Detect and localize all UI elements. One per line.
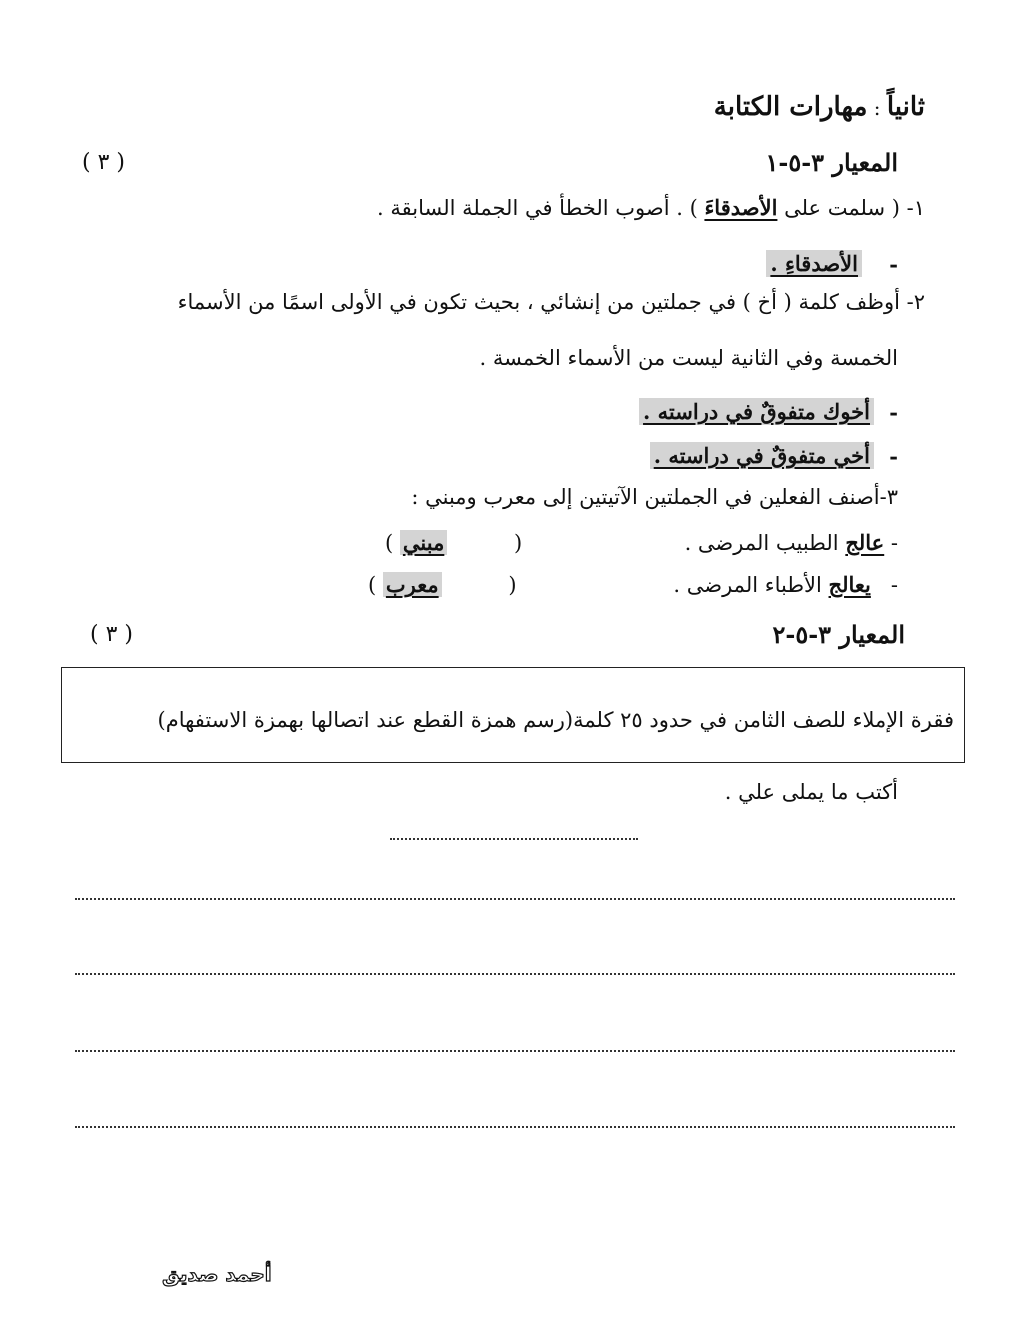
- q3-sentence-2: - يعالج الأطباء المرضى .: [673, 572, 898, 597]
- dictation-box: [61, 667, 965, 763]
- standard-2-label: المعيار ٣-٥-٢: [772, 620, 905, 649]
- dictation-box-text: فقرة الإملاء للصف الثامن في حدود ٢٥ كلمة(رسم همزة القطع عند اتصالها بهمزة الاستفهام): [157, 708, 954, 732]
- q3-class-1-answer: مبني: [400, 530, 447, 555]
- q1-prefix: ١- ( سلمت على: [777, 196, 925, 220]
- writing-line[interactable]: [75, 973, 955, 975]
- q1-suffix: ) . أصوب الخطأ في الجملة السابقة .: [377, 196, 705, 220]
- question-1: [377, 195, 925, 220]
- q2-answer-1: أخوك متفوقٌ في دراسته .: [639, 398, 874, 425]
- question-3-prompt: ٣-أصنف الفعلين في الجملتين الآتيتين إلى معرب ومبني :: [411, 485, 898, 509]
- writing-line-short[interactable]: [390, 838, 638, 840]
- q1-answer-dash: -: [889, 252, 898, 277]
- q1-answer: الأصدقاءِ .: [766, 250, 862, 277]
- author-name: أحمد صديق: [162, 1262, 272, 1286]
- section-title-rest: مهارات الكتابة: [713, 92, 868, 122]
- writing-line[interactable]: [75, 1126, 955, 1128]
- writing-line[interactable]: [75, 898, 955, 900]
- q3-sentence-1: - عالج الطبيب المرضى .: [684, 530, 898, 555]
- section-title-bold: ثانياً: [886, 92, 925, 122]
- q3-verb-1: عالج: [845, 530, 885, 555]
- q1-error-word: الأصدقاءَ: [704, 195, 778, 220]
- q3-classification-2: ( معرب ): [368, 572, 517, 597]
- q3-sentence-2-rest: الأطباء المرضى .: [673, 573, 829, 597]
- q2-answer-1-dash: -: [889, 400, 898, 425]
- question-2-line-1: ٢- أوظف كلمة ( أخ ) في جملتين من إنشائي ، بحيث تكون في الأولى اسمًا من الأسماء: [177, 290, 925, 314]
- standard-2-score: ( ٣ ): [90, 622, 133, 647]
- q3-sentence-1-rest: الطبيب المرضى .: [684, 531, 846, 555]
- section-title-sep: :: [867, 96, 887, 120]
- q3-verb-2: يعالج: [828, 572, 871, 597]
- standard-1-label: المعيار ٣-٥-١: [765, 148, 898, 177]
- q2-answer-2: أخي متفوقٌ في دراسته .: [650, 442, 874, 469]
- q3-classification-1: ( مبني ): [385, 530, 523, 555]
- dictation-prompt: أكتب ما يملى علي .: [724, 780, 898, 804]
- question-2-line-2: الخمسة وفي الثانية ليست من الأسماء الخمسة .: [479, 346, 898, 370]
- writing-line[interactable]: [75, 1050, 955, 1052]
- q2-answer-2-dash: -: [889, 444, 898, 469]
- q3-class-2-answer: معرب: [383, 572, 442, 597]
- section-title: [714, 92, 925, 122]
- standard-1-score: ( ٣ ): [82, 150, 125, 175]
